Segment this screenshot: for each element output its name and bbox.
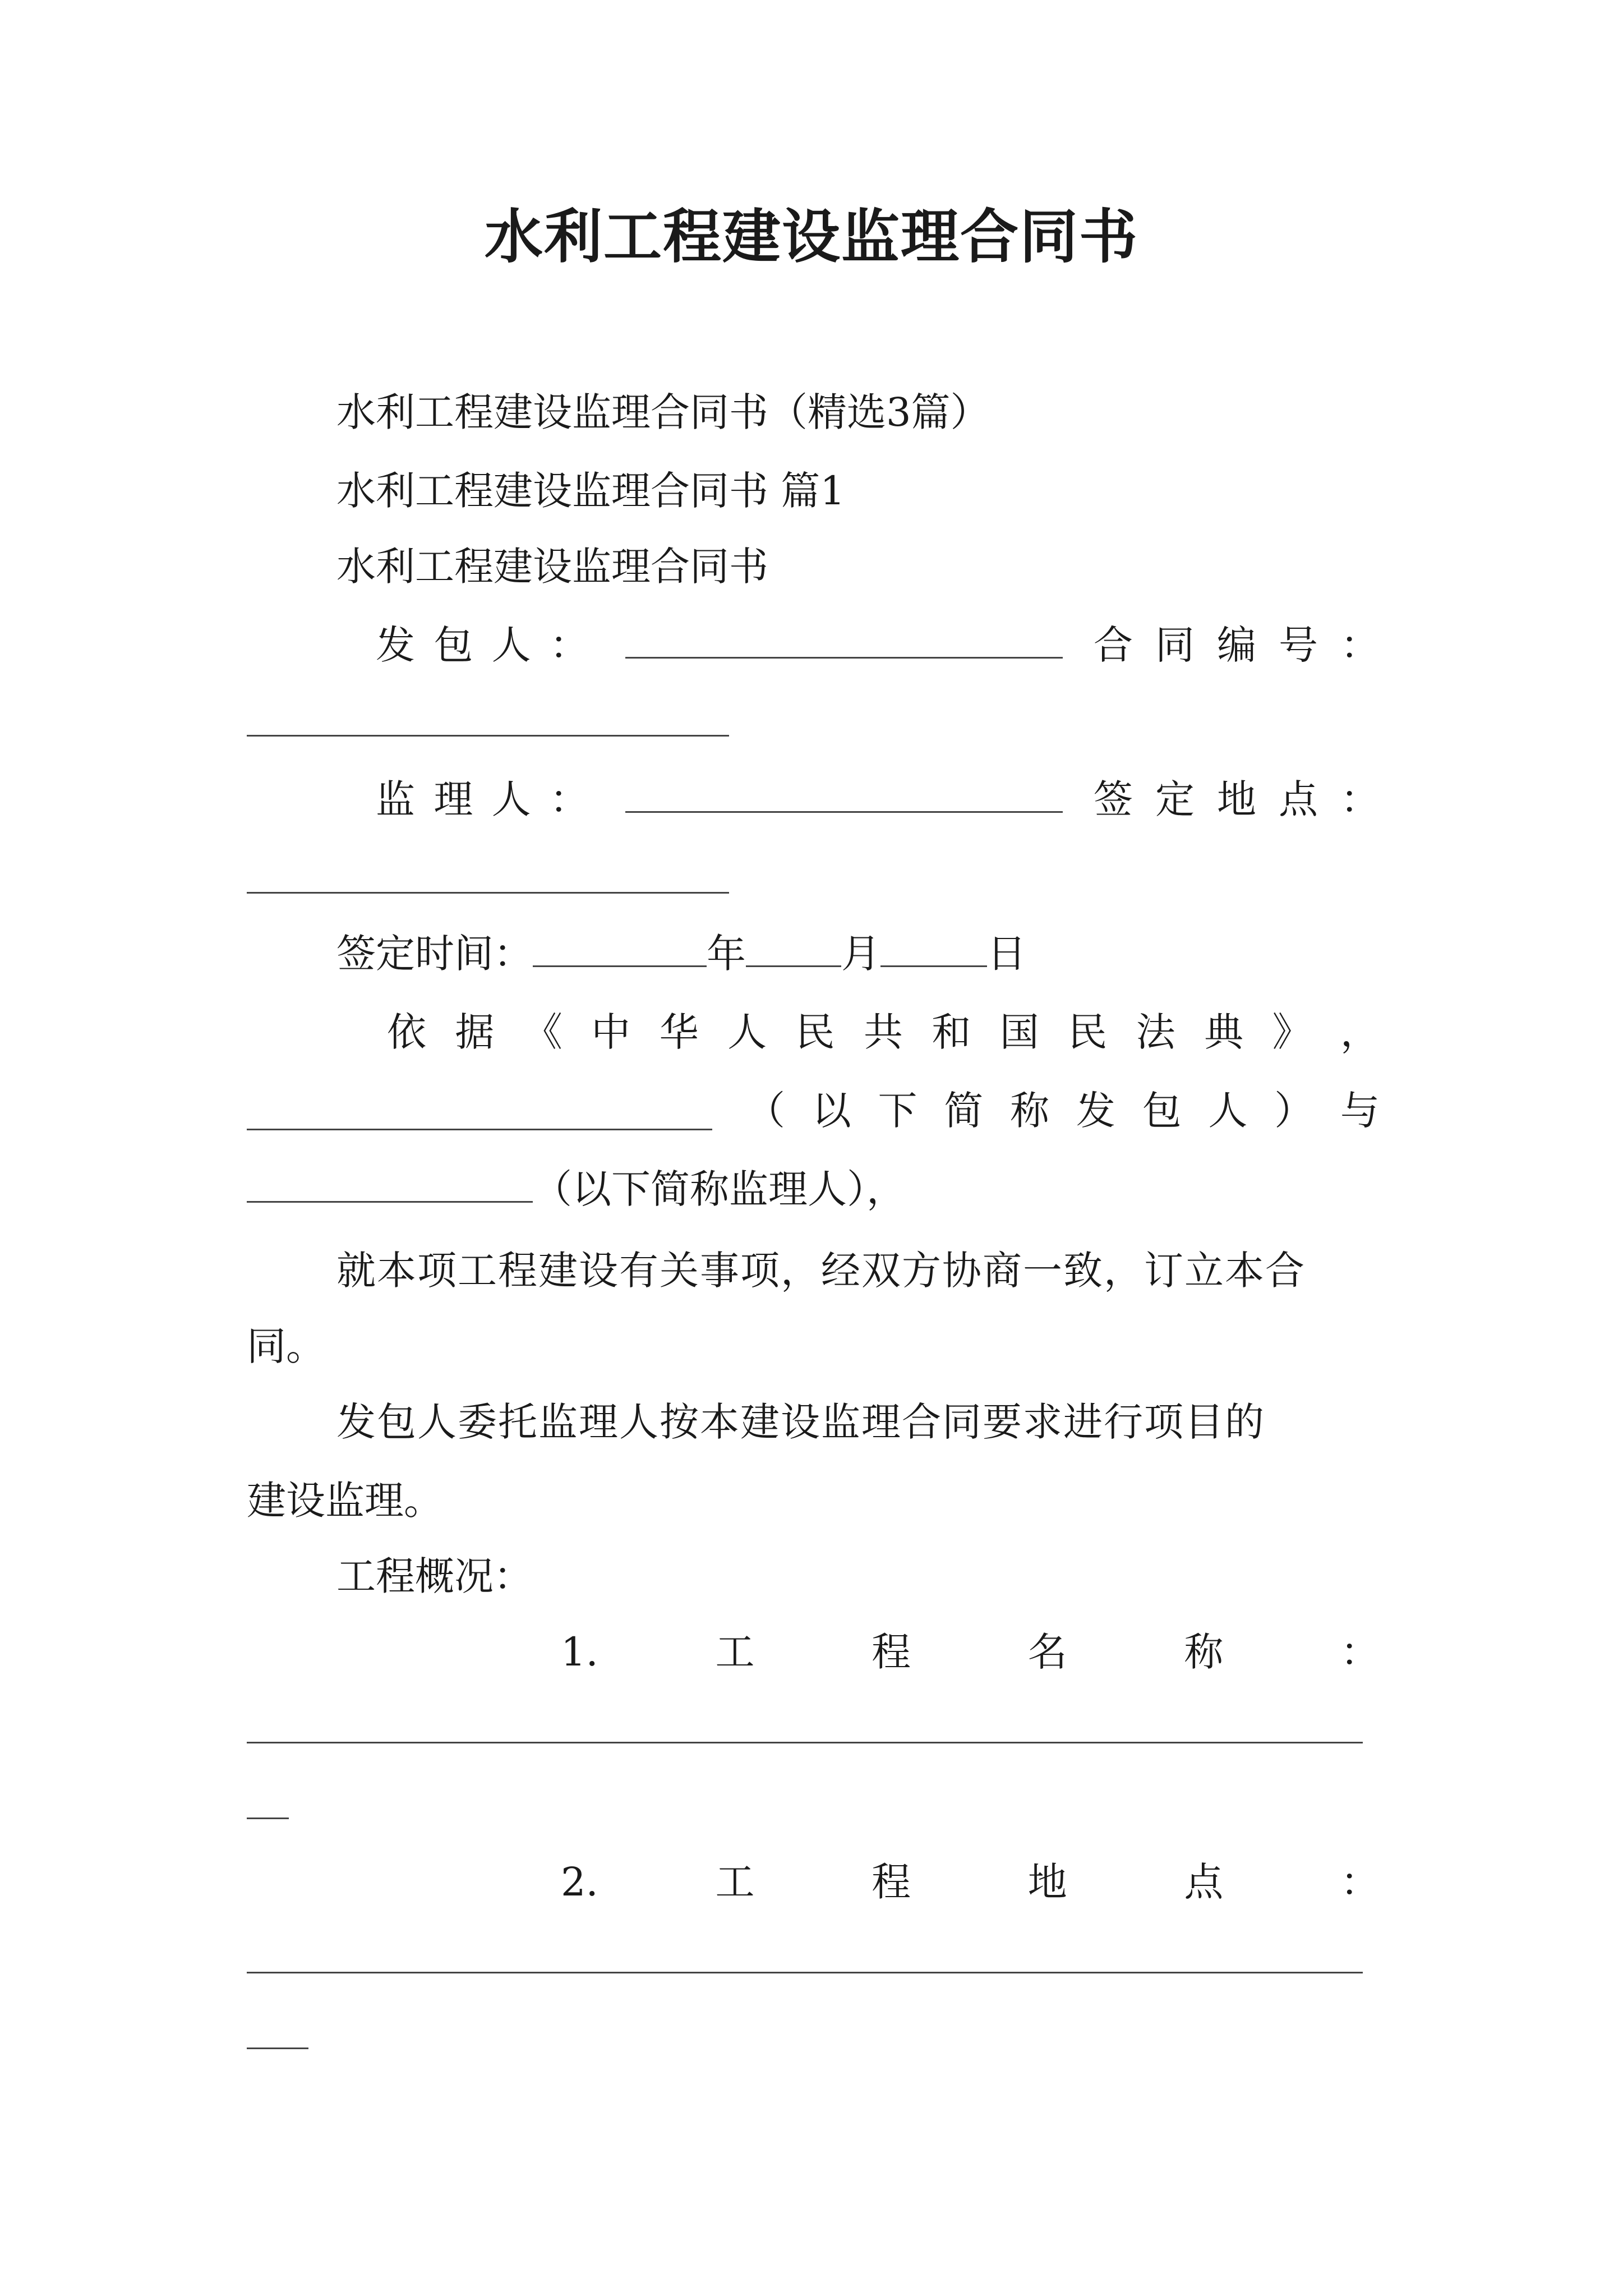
day-blank[interactable] — [880, 965, 987, 967]
contract-no-label: 合 同 编 号 ： — [1094, 622, 1380, 668]
agreement-line-1: 就本项工程建设有关事项，经双方协商一致，订立本合 — [336, 1248, 1306, 1294]
employer-abbr-line: （ 以 下 简 称 发 包 人 ） 与 — [746, 1088, 1380, 1134]
sign-place-label: 签 定 地 点 ： — [1094, 776, 1380, 822]
supervisor-abbr-line — [247, 1166, 906, 1212]
item-project-location: 2. 工 程 地 点 ： — [561, 1859, 1380, 1905]
entrust-line-1: 发包人委托监理人按本建设监理合同要求进行项目的 — [336, 1399, 1265, 1445]
document-title: 水利工程建设监理合同书 — [484, 202, 1138, 271]
project-name-blank[interactable] — [247, 1742, 1363, 1743]
month-label: 月 — [841, 931, 880, 977]
employer-row — [376, 622, 1380, 668]
project-location-blank[interactable] — [247, 1972, 1363, 1973]
year-label: 年 — [707, 931, 746, 977]
supervisor-name-blank[interactable] — [247, 1201, 533, 1203]
year-blank[interactable] — [533, 965, 707, 967]
sign-time-row — [336, 931, 1026, 977]
agreement-line-2: 同。 — [247, 1323, 325, 1369]
employer-label: 发 包 人 ： — [376, 622, 589, 668]
project-name-blank-cont[interactable] — [247, 1818, 289, 1819]
project-location-blank-cont[interactable] — [247, 2047, 308, 2049]
contract-name: 水利工程建设监理合同书 — [336, 544, 768, 590]
item-project-name: 1. 工 程 名 称 ： — [561, 1629, 1380, 1675]
sign-time-label: 签定时间： — [336, 931, 533, 977]
day-label: 日 — [987, 931, 1026, 977]
contract-no-blank[interactable] — [247, 735, 729, 737]
basis-line: 依 据 《 中 华 人 民 共 和 国 民 法 典 》 ， — [387, 1009, 1380, 1055]
subtitle: 水利工程建设监理合同书（精选3篇） — [336, 389, 990, 435]
employer-name-blank[interactable] — [247, 1129, 712, 1130]
supervisor-abbr: （以下简称监理人）， — [533, 1166, 906, 1212]
month-blank[interactable] — [746, 965, 841, 967]
supervisor-row — [376, 776, 1380, 822]
supervisor-label: 监 理 人 ： — [376, 776, 589, 822]
employer-blank[interactable] — [625, 657, 1063, 659]
supervisor-blank[interactable] — [625, 811, 1063, 813]
section-heading: 水利工程建设监理合同书 篇1 — [336, 468, 845, 514]
entrust-line-2: 建设监理。 — [247, 1478, 443, 1524]
sign-place-blank[interactable] — [247, 892, 729, 894]
overview-label: 工程概况： — [336, 1553, 533, 1599]
